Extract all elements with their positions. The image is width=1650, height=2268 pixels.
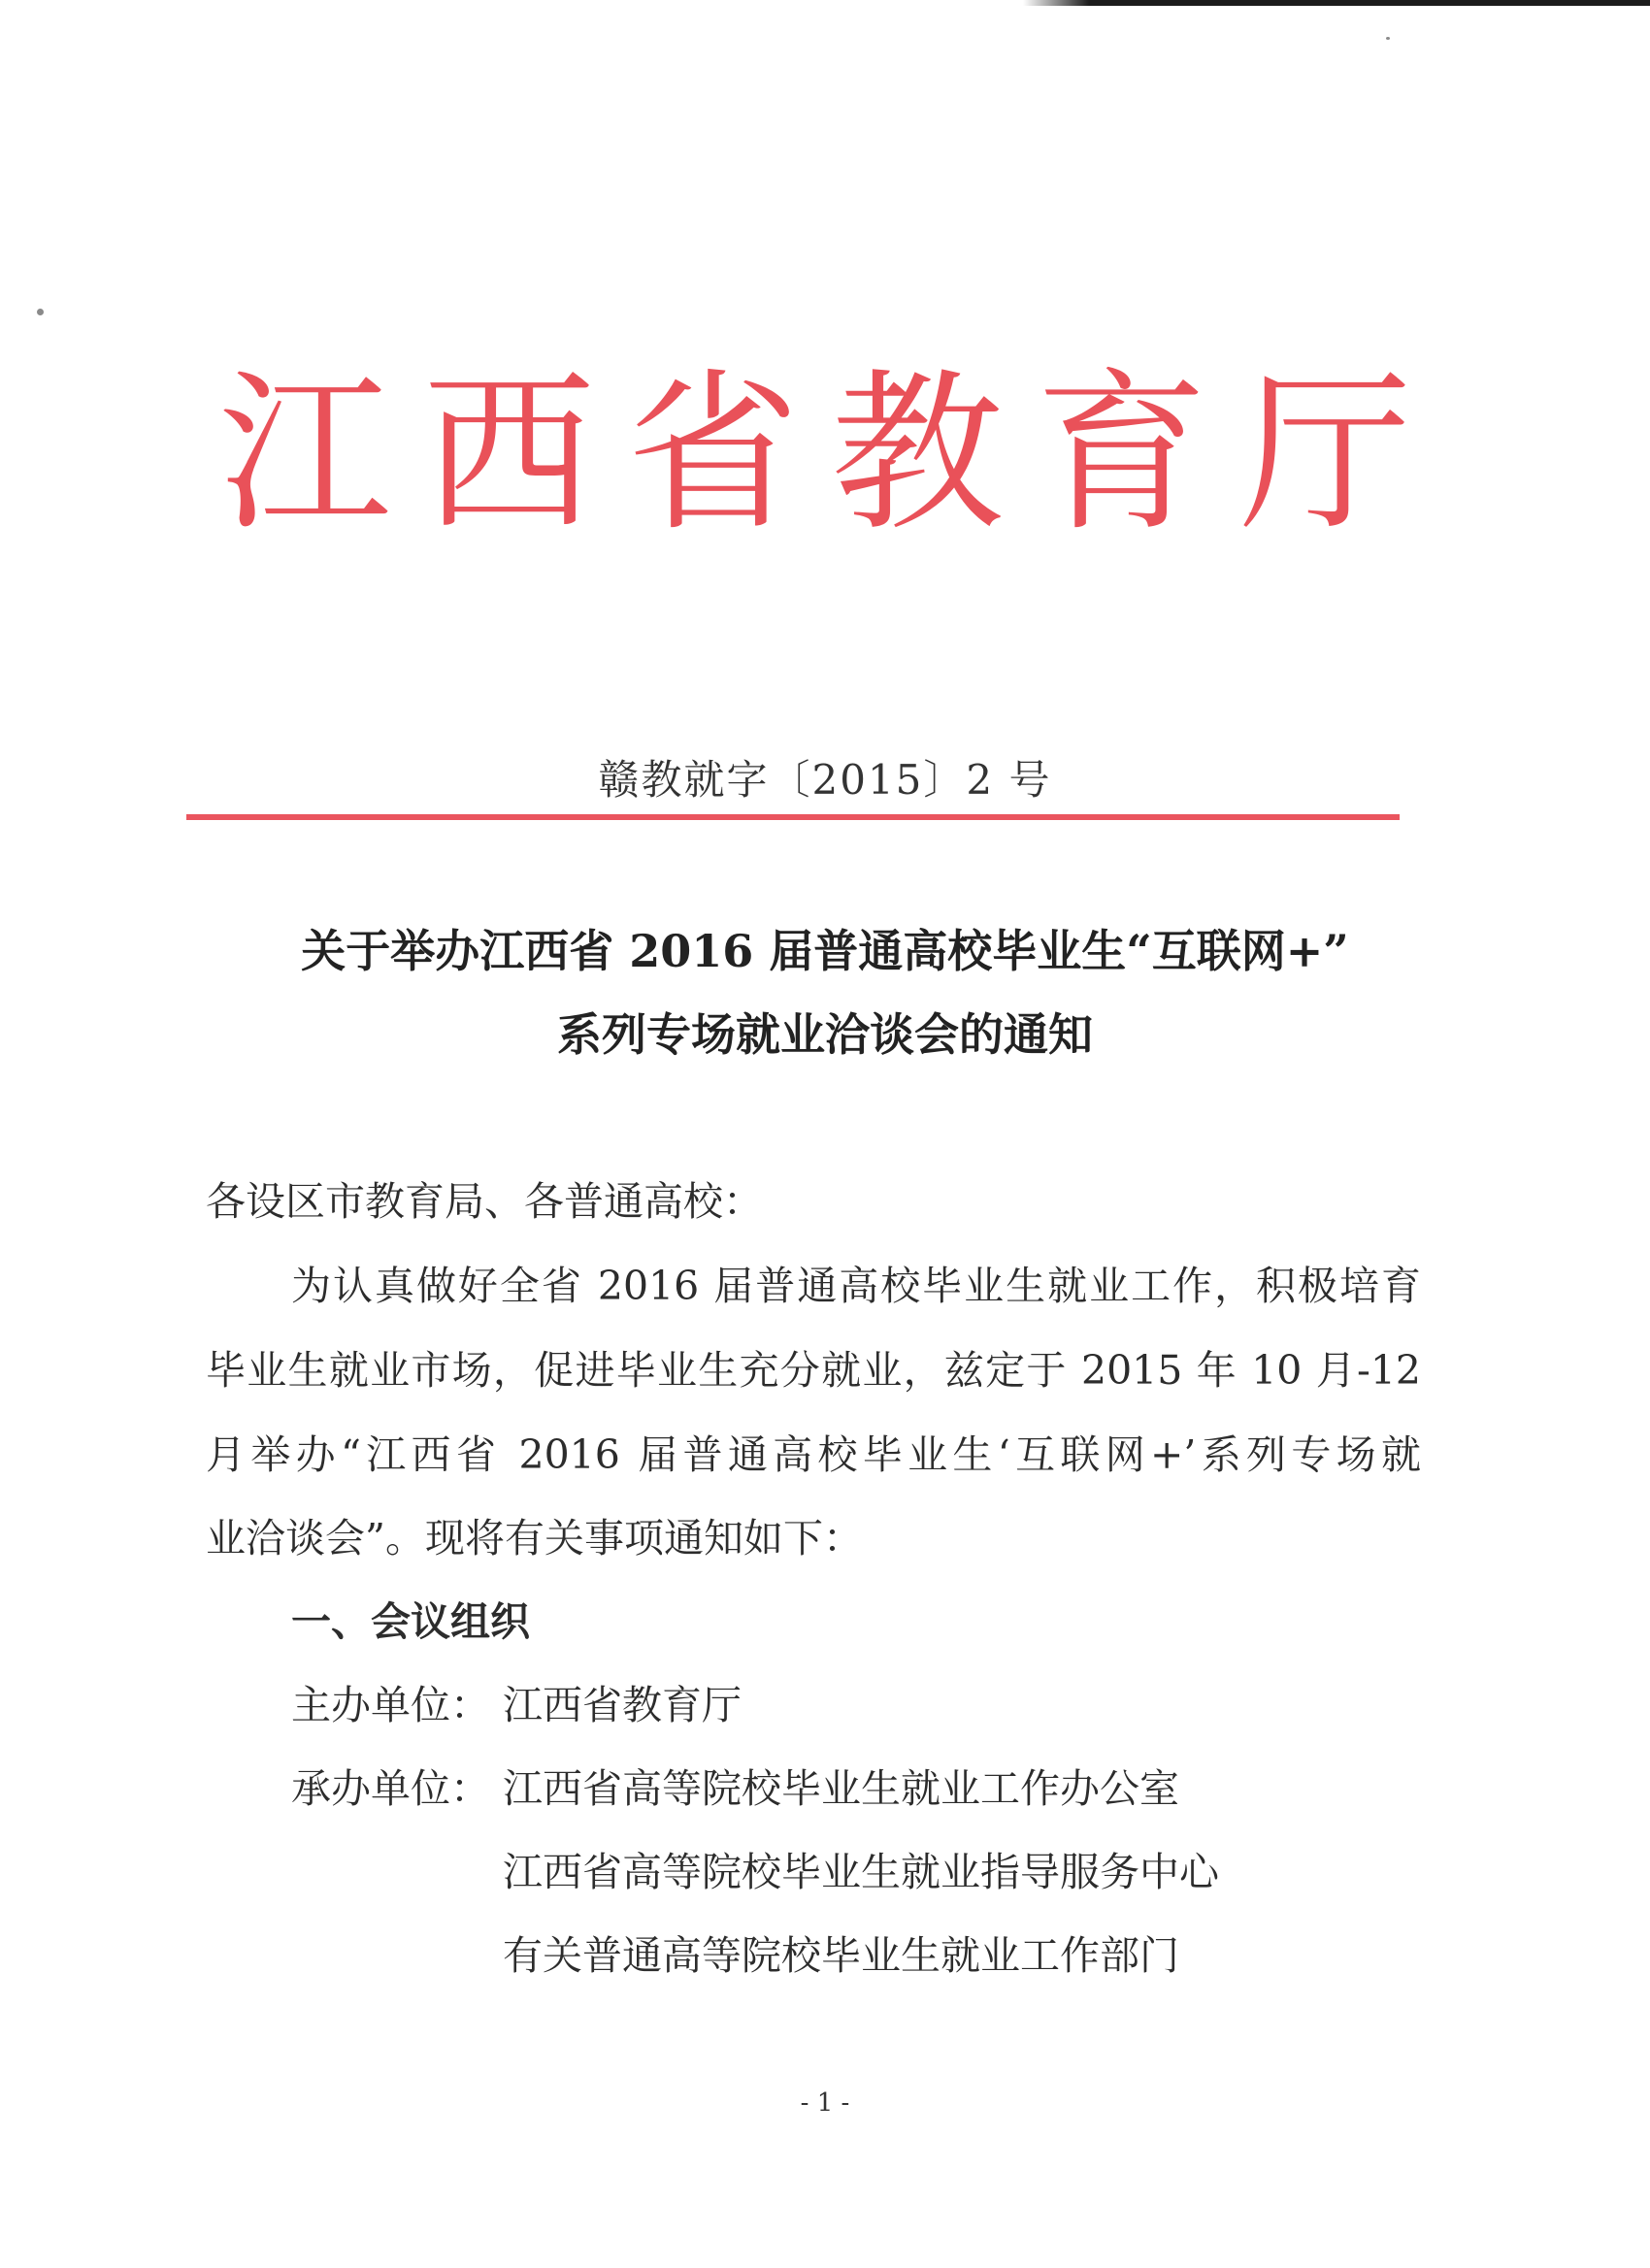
intro-line: 月举办“江西省 2016 届普通高校毕业生‘互联网+’系列专场就: [206, 1431, 1421, 1478]
host-value: 江西省教育厅: [503, 1682, 742, 1728]
red-divider-line: [186, 814, 1400, 820]
scan-edge: [0, 0, 1650, 6]
document-title-line-1: 关于举办江西省 2016 届普通高校毕业生“互联网+”: [301, 925, 1349, 977]
host-label: 主办单位：: [291, 1682, 490, 1728]
issuer-char: 育: [1035, 353, 1208, 554]
scan-speck: [1386, 37, 1390, 40]
scan-speck: [37, 309, 44, 315]
issuer-char: 教: [831, 353, 1005, 554]
intro-line: 为认真做好全省 2016 届普通高校毕业生就业工作，积极培育: [291, 1263, 1421, 1309]
organizer-item: 江西省高等院校毕业生就业指导服务中心: [503, 1849, 1219, 1895]
section-heading: 一、会议组织: [291, 1598, 530, 1645]
issuer-char: 省: [626, 353, 800, 554]
organizer-item: 有关普通高等院校毕业生就业工作部门: [503, 1932, 1179, 1979]
intro-line: 业洽谈会”。现将有关事项通知如下：: [206, 1515, 863, 1561]
issuer-char: 厅: [1238, 353, 1412, 554]
issuer-char: 江: [218, 353, 391, 554]
document-number: 赣教就字〔2015〕2 号: [598, 756, 1052, 804]
organizer-label: 承办单位：: [291, 1765, 490, 1812]
addressee: 各设区市教育局、各普通高校：: [206, 1178, 763, 1225]
issuer-char: 西: [422, 353, 596, 554]
issuer-letterhead: [218, 353, 1412, 554]
page-number: - 1 -: [800, 2088, 850, 2118]
intro-line: 毕业生就业市场，促进毕业生充分就业，兹定于 2015 年 10 月-12: [206, 1347, 1421, 1394]
organizer-item: 江西省高等院校毕业生就业工作办公室: [503, 1765, 1179, 1812]
document-title-line-2: 系列专场就业洽谈会的通知: [557, 1008, 1093, 1061]
